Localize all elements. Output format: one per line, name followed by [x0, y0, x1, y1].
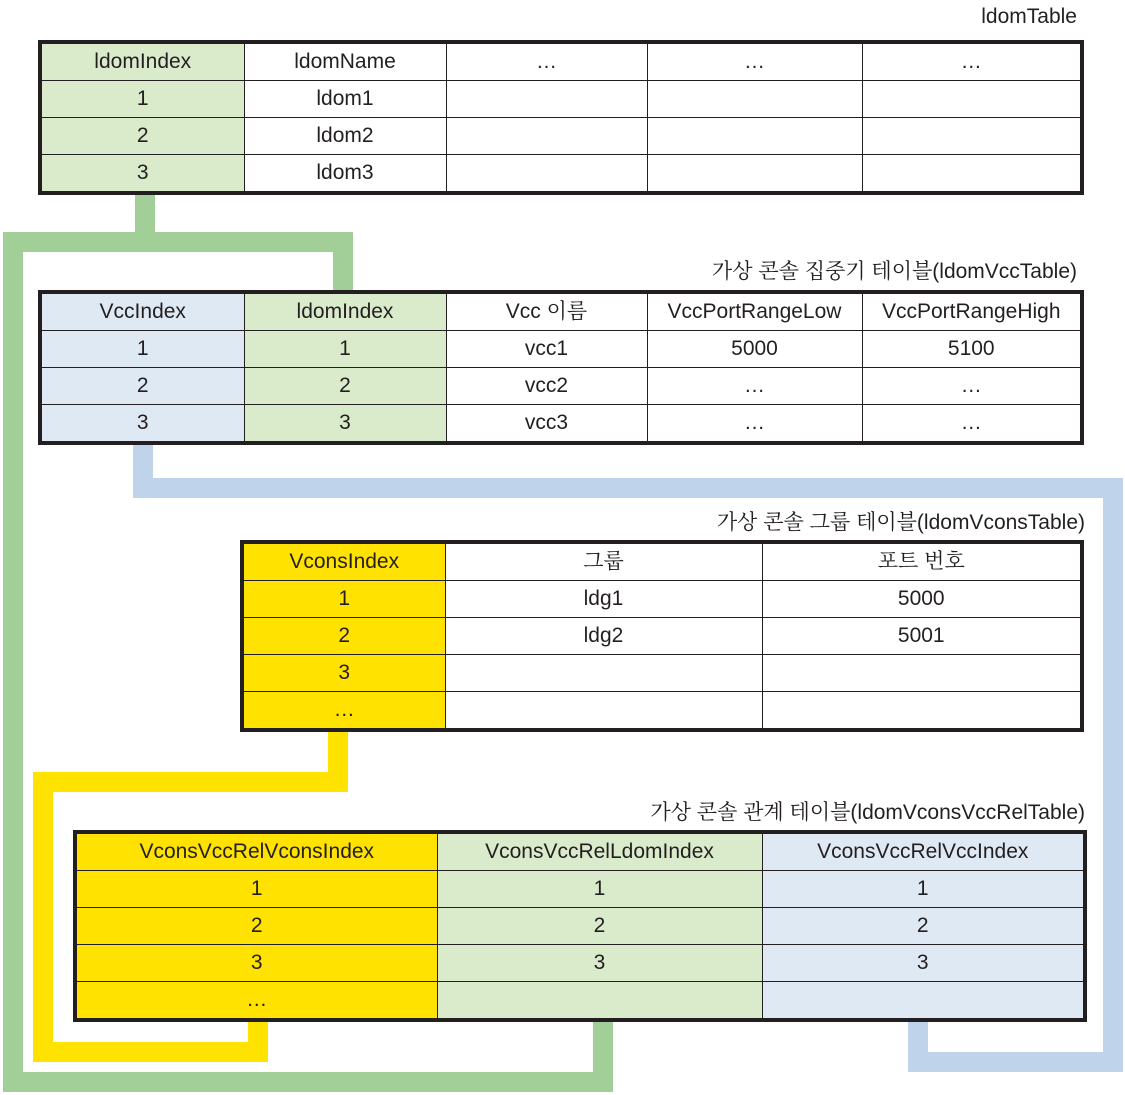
cell	[862, 118, 1082, 155]
cell-port-high: 5100	[862, 331, 1082, 368]
vcc-table-caption: 가상 콘솔 집중기 테이블(ldomVccTable)	[711, 260, 1077, 283]
blue-connector-to-rel	[908, 1020, 928, 1072]
vcc-table	[38, 290, 1084, 445]
green-connector-top-horizontal	[3, 232, 353, 252]
cell-vcons-index: 3	[242, 655, 445, 692]
rel-table	[73, 830, 1087, 1022]
cell-group	[445, 692, 762, 731]
cell-rel-ldom-index: 2	[437, 908, 762, 945]
cell-vcc-name: vcc2	[446, 368, 647, 405]
cell-vcc-index: 2	[40, 368, 244, 405]
cell-vcons-index: 2	[242, 618, 445, 655]
cell	[862, 155, 1082, 194]
cell-port-high: …	[862, 368, 1082, 405]
table-row	[75, 982, 1085, 1021]
table-header-row	[40, 42, 1082, 81]
cell-port-number: 5000	[762, 581, 1082, 618]
table-row	[75, 908, 1085, 945]
cell-rel-vcons-index: 1	[75, 871, 437, 908]
table-header-row	[75, 832, 1085, 871]
table-row	[242, 581, 1082, 618]
vcons-table-caption: 가상 콘솔 그룹 테이블(ldomVconsTable)	[716, 511, 1085, 534]
header-ldom-name: ldomName	[244, 42, 446, 81]
table-row	[75, 871, 1085, 908]
cell-rel-vcc-index: 1	[762, 871, 1085, 908]
cell-ldom-index: 2	[244, 368, 446, 405]
cell	[446, 118, 647, 155]
cell-ldom-index: 3	[40, 155, 244, 194]
blue-connector-horizontal	[133, 478, 1123, 498]
header-group: 그룹	[445, 542, 762, 581]
cell-group	[445, 655, 762, 692]
header-ellipsis: …	[647, 42, 862, 81]
ldom-table	[38, 40, 1084, 195]
table-row	[40, 405, 1082, 444]
header-ldom-index: ldomIndex	[244, 292, 446, 331]
cell-ldom-index: 1	[244, 331, 446, 368]
table-row	[75, 945, 1085, 982]
table-row	[242, 655, 1082, 692]
cell-rel-vcc-index: 2	[762, 908, 1085, 945]
cell-port-low: …	[647, 405, 862, 444]
cell-rel-ldom-index: 3	[437, 945, 762, 982]
cell-ldom-index: 1	[40, 81, 244, 118]
cell-port-low: …	[647, 368, 862, 405]
blue-connector-bottom-horizontal	[908, 1052, 1123, 1072]
cell-port-number: 5001	[762, 618, 1082, 655]
cell-ldom-name: ldom1	[244, 81, 446, 118]
green-connector-to-vcc	[333, 232, 353, 292]
cell-rel-ldom-index	[437, 982, 762, 1021]
table-row	[40, 331, 1082, 368]
cell-port-number	[762, 692, 1082, 731]
cell-vcc-index: 1	[40, 331, 244, 368]
cell-vcons-index: 1	[242, 581, 445, 618]
yellow-connector-left-vertical	[33, 772, 53, 1062]
green-connector-to-rel	[593, 1020, 613, 1092]
cell-ldom-name: ldom3	[244, 155, 446, 194]
green-connector-left-vertical	[3, 232, 23, 1092]
header-vcons-index: VconsIndex	[242, 542, 445, 581]
ldom-table-caption: ldomTable	[981, 5, 1077, 28]
header-ldom-index: ldomIndex	[40, 42, 244, 81]
header-vcc-port-range-low: VccPortRangeLow	[647, 292, 862, 331]
header-vcc-port-range-high: VccPortRangeHigh	[862, 292, 1082, 331]
table-row	[242, 618, 1082, 655]
cell	[647, 118, 862, 155]
cell-rel-vcons-index: 2	[75, 908, 437, 945]
cell-port-high: …	[862, 405, 1082, 444]
green-connector-bottom-horizontal	[3, 1072, 613, 1092]
cell-vcc-name: vcc1	[446, 331, 647, 368]
vcons-table	[240, 540, 1084, 732]
cell-ldom-index: 2	[40, 118, 244, 155]
cell	[446, 81, 647, 118]
cell-rel-vcc-index: 3	[762, 945, 1085, 982]
table-header-row	[40, 292, 1082, 331]
header-rel-vcc-index: VconsVccRelVccIndex	[762, 832, 1085, 871]
header-port-number: 포트 번호	[762, 542, 1082, 581]
cell-rel-vcons-index: 3	[75, 945, 437, 982]
cell-ldom-name: ldom2	[244, 118, 446, 155]
cell	[647, 81, 862, 118]
rel-table-caption: 가상 콘솔 관계 테이블(ldomVconsVccRelTable)	[650, 801, 1085, 824]
cell-group: ldg1	[445, 581, 762, 618]
cell-rel-vcc-index	[762, 982, 1085, 1021]
cell-port-low: 5000	[647, 331, 862, 368]
cell-rel-vcons-index: …	[75, 982, 437, 1021]
table-row	[40, 368, 1082, 405]
cell-vcc-name: vcc3	[446, 405, 647, 444]
blue-connector-right-vertical	[1103, 478, 1123, 1072]
table-row	[40, 118, 1082, 155]
cell	[862, 81, 1082, 118]
cell-port-number	[762, 655, 1082, 692]
header-vcc-index: VccIndex	[40, 292, 244, 331]
header-rel-ldom-index: VconsVccRelLdomIndex	[437, 832, 762, 871]
cell-vcc-index: 3	[40, 405, 244, 444]
header-vcc-name: Vcc 이름	[446, 292, 647, 331]
table-row	[40, 81, 1082, 118]
cell	[647, 155, 862, 194]
yellow-connector-horizontal	[33, 772, 348, 792]
cell-vcons-index: …	[242, 692, 445, 731]
table-header-row	[242, 542, 1082, 581]
yellow-connector-to-rel	[248, 1020, 268, 1062]
header-ellipsis: …	[446, 42, 647, 81]
table-row	[242, 692, 1082, 731]
yellow-connector-bottom-horizontal	[33, 1042, 268, 1062]
header-rel-vcons-index: VconsVccRelVconsIndex	[75, 832, 437, 871]
cell-ldom-index: 3	[244, 405, 446, 444]
cell	[446, 155, 647, 194]
table-row	[40, 155, 1082, 194]
cell-group: ldg2	[445, 618, 762, 655]
cell-rel-ldom-index: 1	[437, 871, 762, 908]
header-ellipsis: …	[862, 42, 1082, 81]
